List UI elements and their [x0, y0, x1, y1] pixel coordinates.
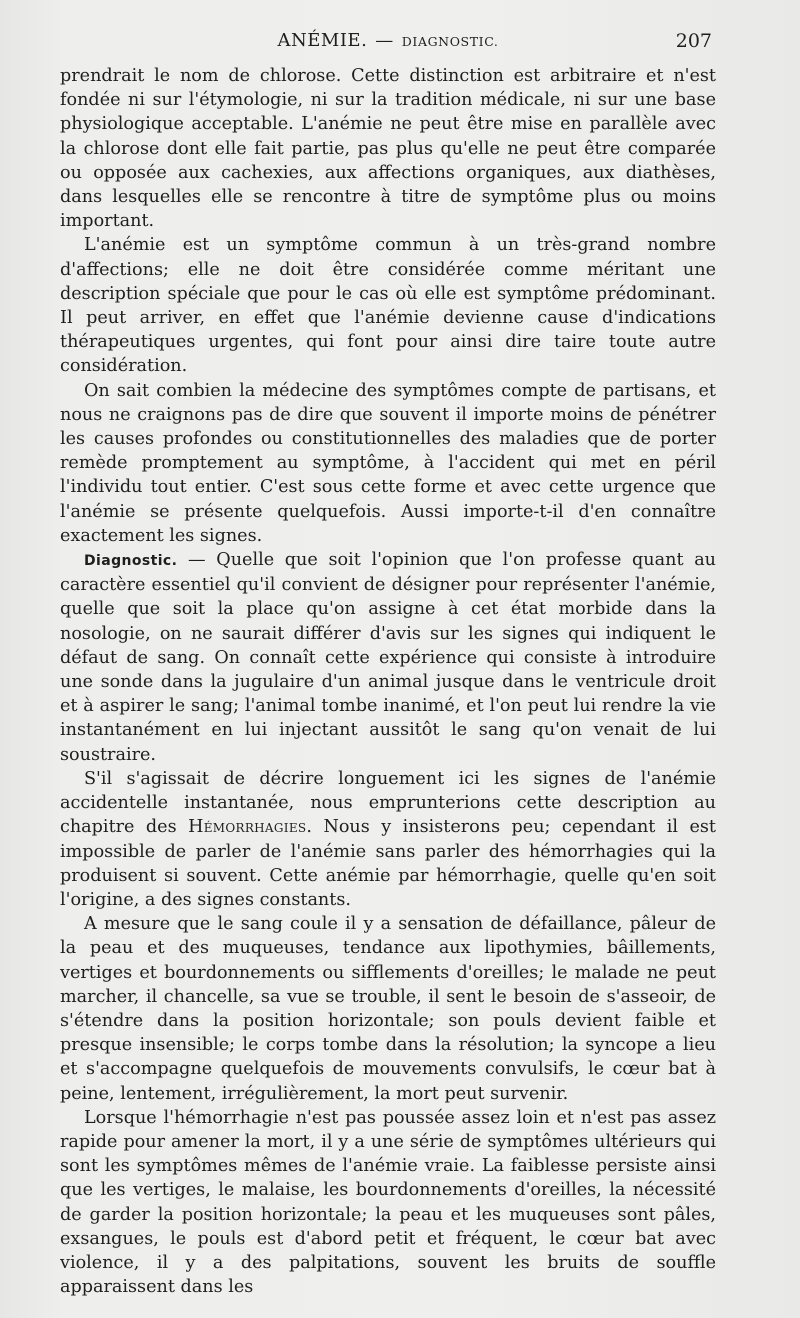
- paragraph-5: [60, 767, 716, 912]
- running-title-main: ANÉMIE.: [277, 30, 368, 51]
- paragraph-6: A mesure que le sang coule il y a sensation de défaillance, pâleur de la peau et des muqueuses, tendance aux lipothymies, bâillements, vertiges et bourdonnements ou sifflements d'oreilles; le malade ne peut marcher, il chancelle, sa vue se trouble, il sent le besoin de s'asseoir, de s'étendre dans la position horizontale; son pouls devient faible et presque insensible; le corps tombe dans la résolution; la syncope a lieu et s'accompagne quelquefois de mouvements convulsifs, le cœur bat à peine, lentement, irrégulièrement, la mort peut survenir.: [60, 914, 716, 1104]
- page-number: 207: [675, 30, 712, 52]
- paragraph-4-text: — Quelle que soit l'opinion que l'on professe quant au caractère essentiel qu'il convient de désigner pour représenter l'anémie, quelle que soit la place qu'on assigne à cet état morbide dans la nosologie, on ne saurait différer d'avis sur les signes qui indiquent le défaut de sang. On connaît cette expérience qui consiste à introduire une sonde dans la jugulaire d'un animal jusque dans le ventricule droit et à aspirer le sang; l'animal tombe inanimé, et l'on peut lui rendre la vie instantanément en lui injectant aussitôt le sang qu'on venait de lui soustraire.: [60, 550, 717, 765]
- running-title: [60, 30, 716, 51]
- body-text: [60, 64, 716, 1299]
- section-heading-diagnostic: Diagnostic.: [84, 553, 178, 570]
- paragraph-4-diagnostic: [60, 548, 716, 767]
- page-header: [60, 30, 716, 56]
- paragraph-7: Lorsque l'hémorrhagie n'est pas poussée assez loin et n'est pas assez rapide pour amener la mort, il y a une série de symptômes ultérieurs qui sont les symptômes mêmes de l'anémie vraie. La faiblesse persiste ainsi que les vertiges, le malaise, les bourdonnements d'oreilles, la nécessité de garder la position horizontale; la peau et les muqueuses sont pâles, exsangues, le pouls est d'abord petit et fréquent, le cœur bat avec violence, il y a des palpitations, souvent les bruits de souffle apparaissent dans les: [60, 1107, 716, 1298]
- running-title-subtitle: DIAGNOSTIC.: [401, 34, 499, 49]
- paragraph-5-text-after: . Nous y insisterons peu; cependant il est impossible de parler de l'anémie sans parler des hémorrhagies qui la produisent si souvent. Cette anémie par hémorrhagie, quelle qu'en soit l'origine, a des signes constants.: [60, 817, 716, 910]
- cross-reference-hemorrhagies: Hémorrhagies: [188, 817, 307, 838]
- paragraph-2: L'anémie est un symptôme commun à un très-grand nombre d'affections; elle ne doit être considérée comme méritant une description spéciale que pour le cas où elle est symptôme prédominant. Il peut arriver, en effet que l'anémie devienne cause d'indications thérapeutiques urgentes, qui font pour ainsi dire taire toute autre considération.: [60, 235, 716, 377]
- paragraph-1: prendrait le nom de chlorose. Cette distinction est arbitraire et n'est fondée ni sur l'étymologie, ni sur la tradition médicale, ni sur une base physiologique acceptable. L'anémie ne peut être mise en parallèle avec la chlorose dont elle fait partie, pas plus qu'elle ne peut être comparée ou opposée aux cachexies, aux affections organiques, aux diathèses, dans lesquelles elle se rencontre à titre de symptôme plus ou moins important.: [60, 66, 716, 232]
- running-title-separator: —: [375, 30, 394, 51]
- paragraph-5-text-before: S'il s'agissait de décrire longuement ici les signes de l'anémie accidentelle instantanée, nous emprunterions cette description au chapitre des: [60, 768, 716, 838]
- paragraph-3: On sait combien la médecine des symptômes compte de partisans, et nous ne craignons pas de dire que souvent il importe moins de pénétrer les causes profondes ou constitutionnelles des maladies que de porter remède promptement au symptôme, à l'accident qui met en péril l'individu tout entier. C'est sous cette forme et avec cette urgence que l'anémie se présente quelquefois. Aussi importe-t-il d'en connaître exactement les signes.: [60, 380, 716, 546]
